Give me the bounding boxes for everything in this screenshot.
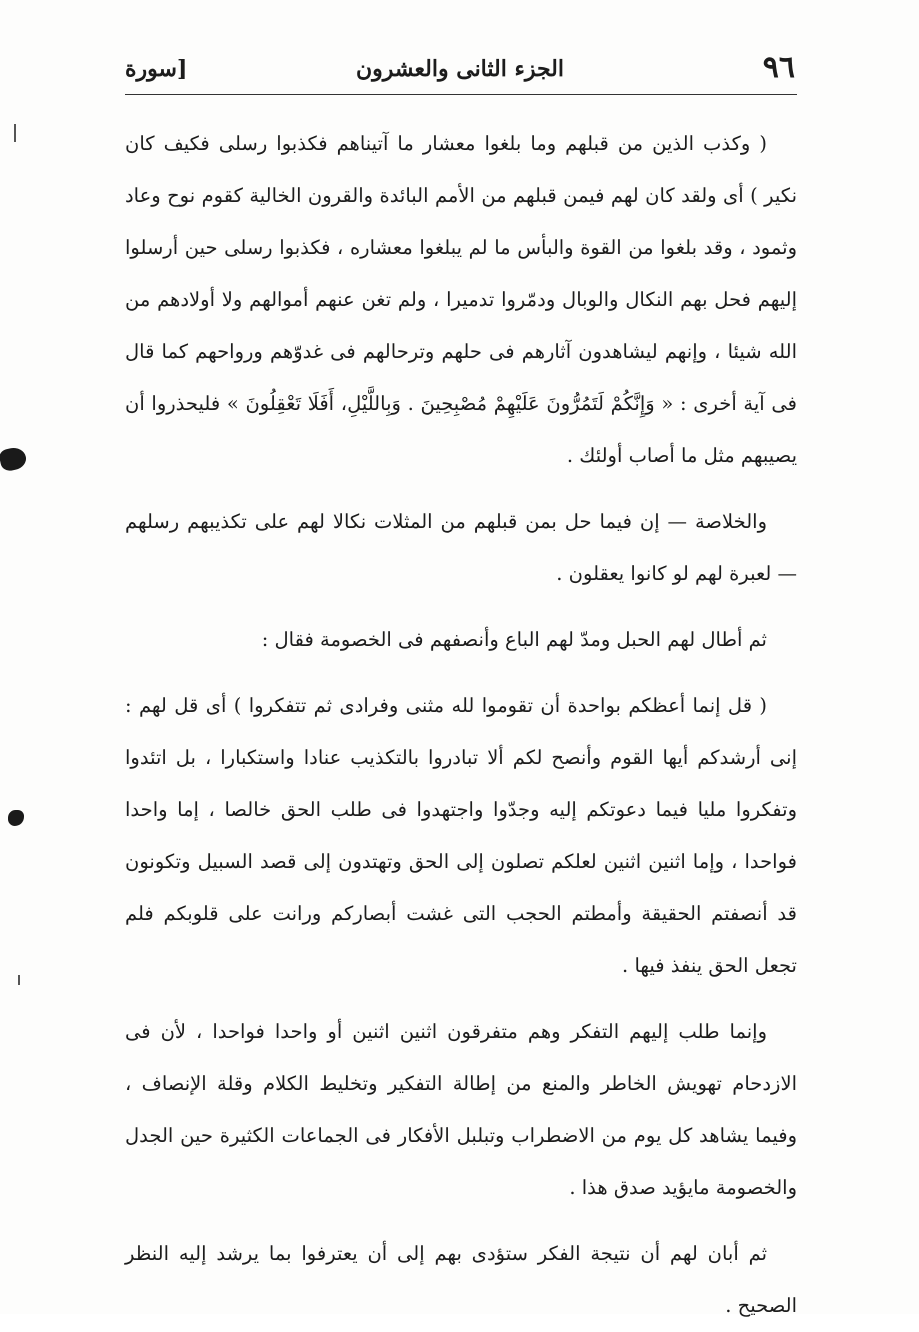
page-body: [125, 118, 797, 1332]
paragraph-verse-reflection: ( قل إنما أعظكم بواحدة أن تقوموا لله مثنى وفرادى ثم تتفكروا ) أى قل لهم : إنى أرشدكم أيها القوم وأنصح لكم ألا تبادروا بالتكذيب عنادا واستكبارا ، بل اتئدوا وتفكروا مليا فيما دعوتكم إليه وجدّوا واجتهدوا فى طلب الحق خالصا ، إما واحدا فواحدا ، وإما اثنين اثنين لعلكم تصلون إلى الحق وتهتدون إلى قصد السبيل وتكونون قد أنصفتم الحقيقة وأمطتم الحجب التى غشت أبصاركم ورانت على قلوبكم فلم تجعل الحق ينفذ فيها .: [125, 694, 797, 977]
paragraph-conclusion: ثم أبان لهم أن نتيجة الفكر ستؤدى بهم إلى أن يعترفوا بما يرشد إليه النظر الصحيح .: [125, 1242, 797, 1317]
margin-ink-blot: [0, 446, 28, 473]
running-title: الجزء الثانى والعشرون: [355, 56, 565, 82]
page-number: ٩٦: [762, 50, 795, 85]
header-divider: [125, 94, 797, 95]
paragraph-explanation: وإنما طلب إليهم التفكر وهم متفرقون اثنين اثنين أو واحدا فواحدا ، لأن فى الازدحام تهويش الخاطر والمنع من إطالة التفكير وتخليط الكلام وقلة الإنصاف ، وفيما يشاهد كل يوم من الاضطراب وتبلبل الأفكار فى الجماعات الكثيرة حين الجدل والخصومة مايؤيد صدق هذا .: [125, 1020, 797, 1199]
margin-scan-mark: [14, 124, 16, 142]
paragraph-transition: ثم أطال لهم الحبل ومدّ لهم الباع وأنصفهم فى الخصومة فقال :: [261, 628, 767, 651]
paragraph-verse-commentary: ( وكذب الذين من قبلهم وما بلغوا معشار ما آتيناهم فكذبوا رسلى فكيف كان نكير ) أى ولقد كان لهم فيمن قبلهم من الأمم البائدة والقرون الخالية كقوم نوح وعاد وثمود ، وقد بلغوا من القوة والبأس ما لم يبلغوا معشاره ، فكذبوا رسلى حين أرسلوا إليهم فحل بهم النكال والوبال ودمّروا تدميرا ، ولم تغن عنهم أموالهم ولا أولادهم من الله شيئا ، وإنهم ليشاهدون آثارهم فى حلهم وترحالهم فى غدوّهم ورواحهم كما قال فى آية أخرى : « وَإِنَّكُمْ لَتَمُرُّونَ عَلَيْهِمْ مُصْبِحِينَ . وَبِاللَّيْلِ، أَفَلَا تَعْقِلُونَ » فليحذروا أن يصيبهم مثل ما أصاب أولئك .: [125, 132, 797, 467]
margin-scan-mark: [18, 975, 20, 985]
margin-ink-spot: [8, 810, 24, 826]
paragraph-summary: والخلاصة — إن فيما حل بمن قبلهم من المثلات نكالا لهم على تكذيبهم رسلهم — لعبرة لهم لو كانوا يعقلون .: [125, 510, 797, 585]
surah-label: [سورة: [125, 56, 188, 82]
page-header: [125, 50, 795, 94]
